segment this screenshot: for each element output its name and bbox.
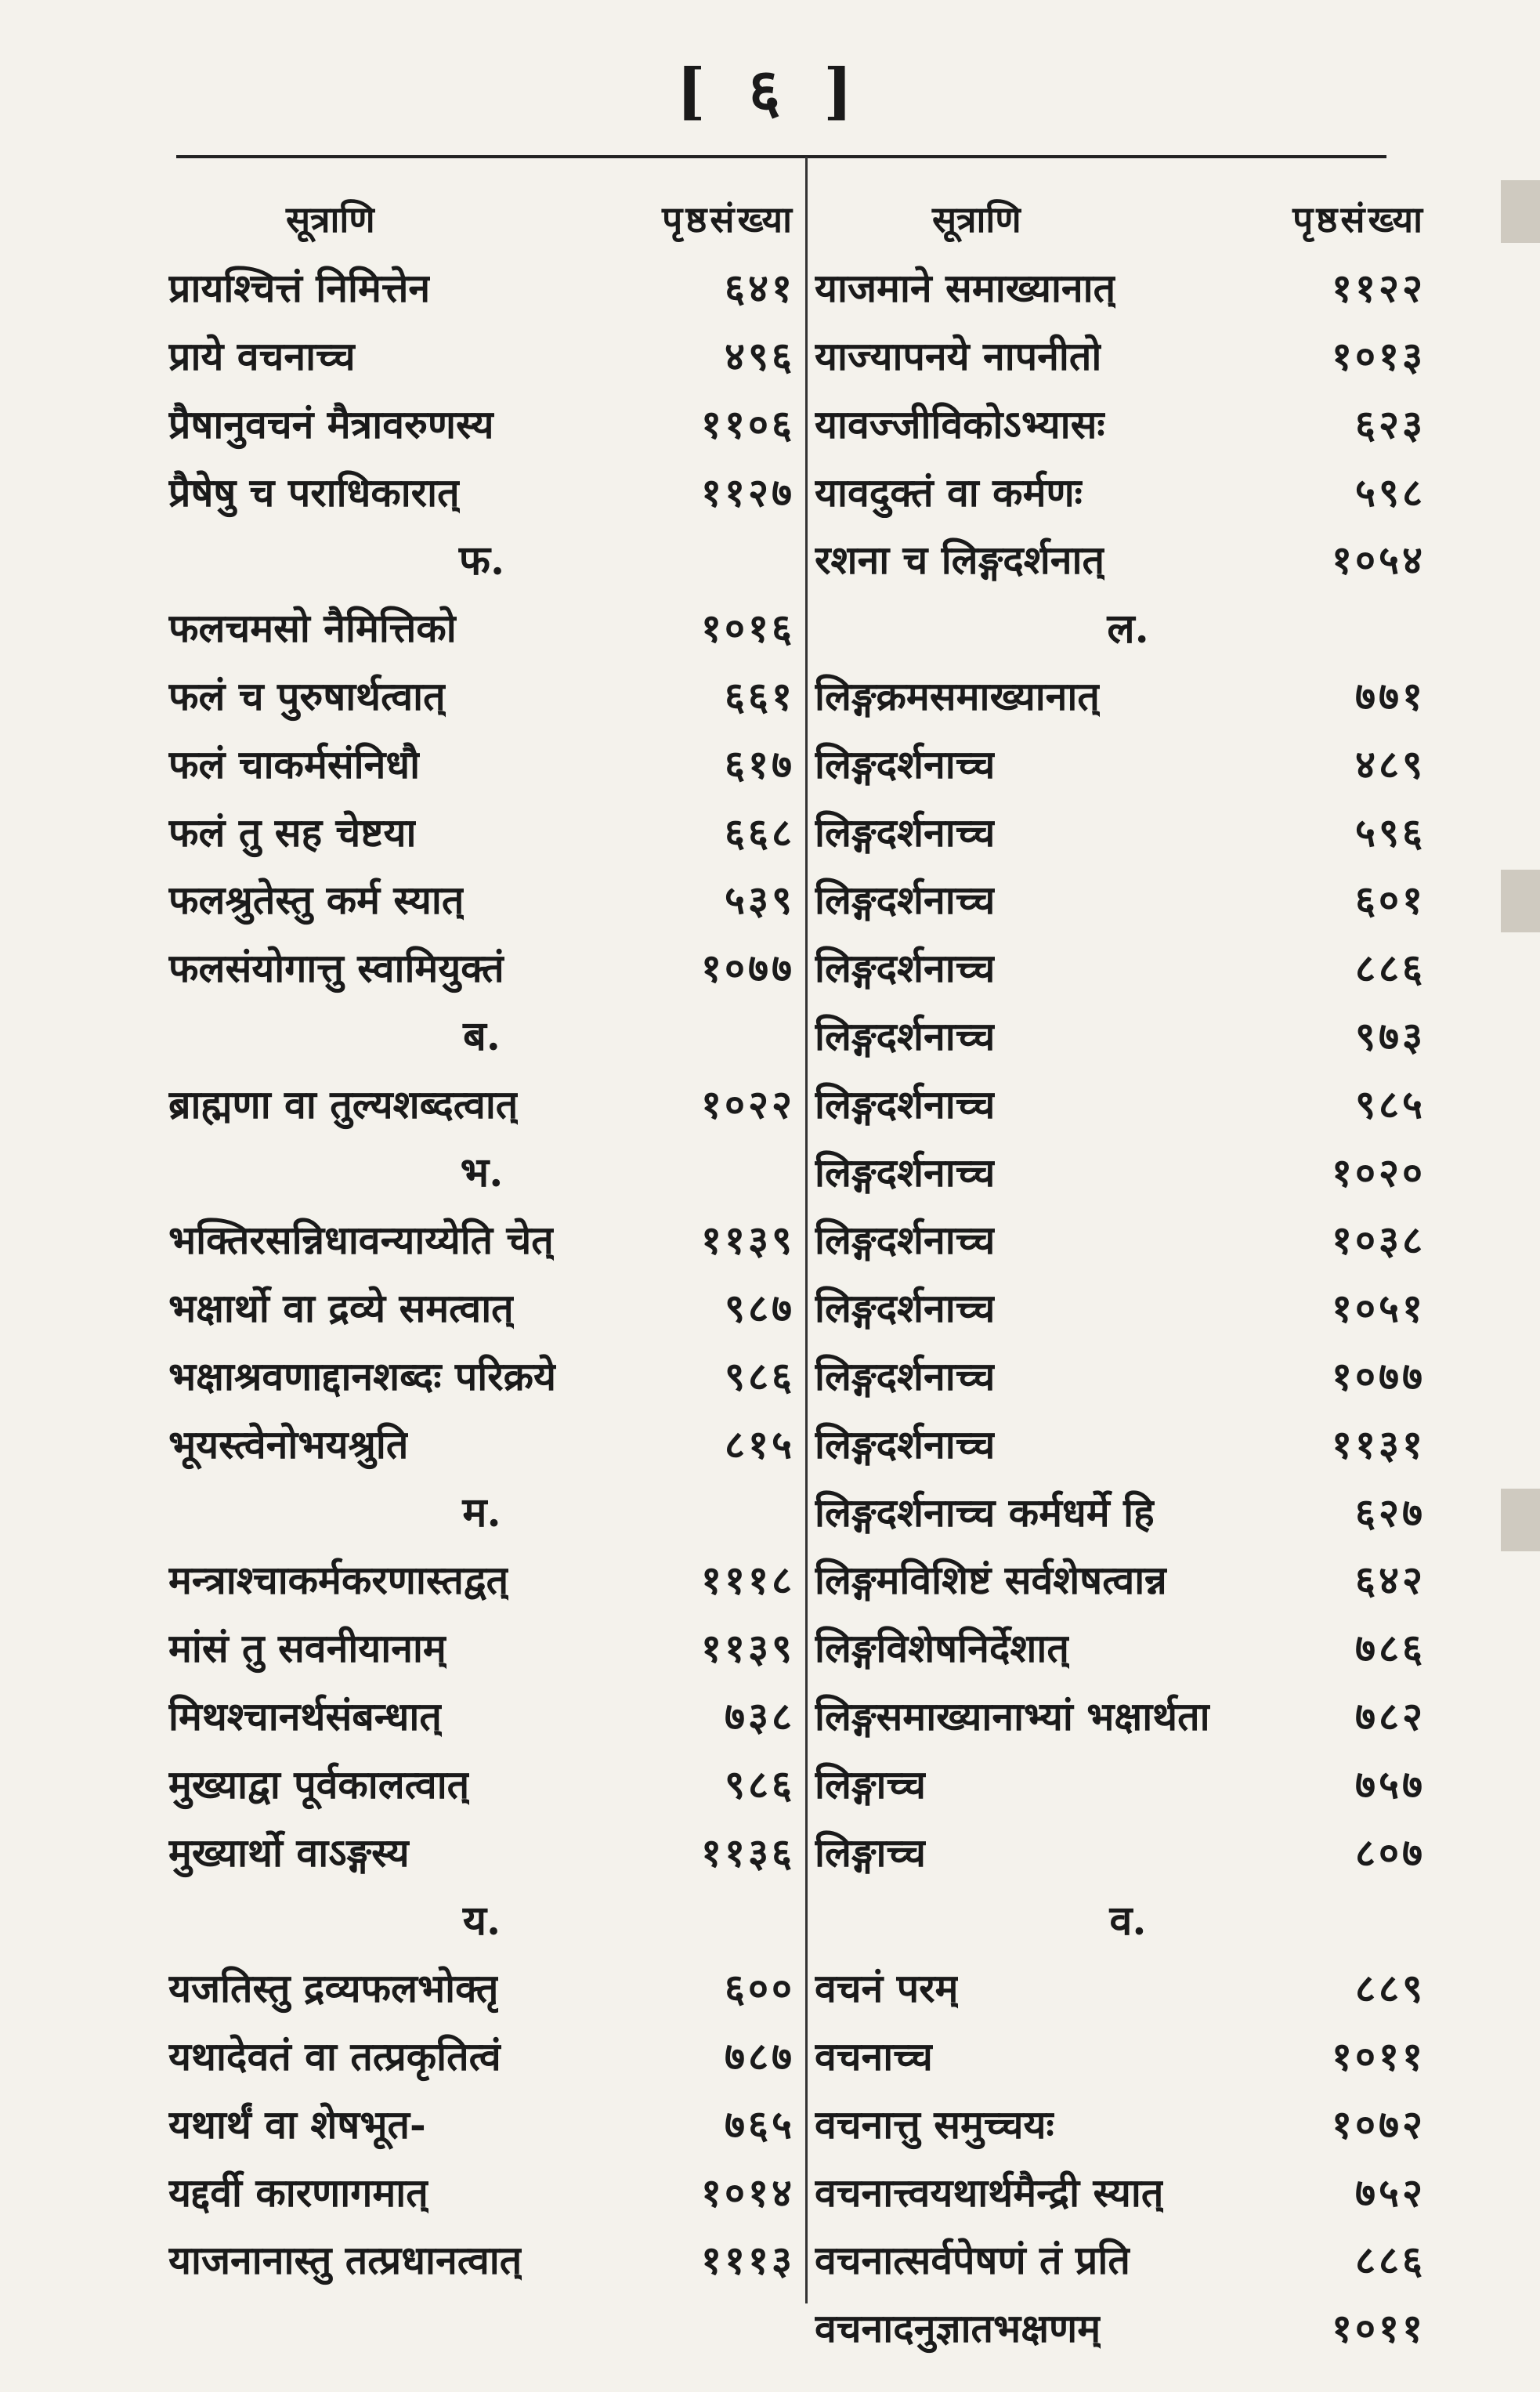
index-entry <box>168 1681 795 1750</box>
page-ref: ११०६ <box>701 400 795 447</box>
page-ref: ७५७ <box>1355 1761 1426 1808</box>
page-ref: ९८६ <box>725 1761 795 1808</box>
page-ref: ६४२ <box>1355 1557 1426 1604</box>
index-entry <box>815 661 1441 729</box>
index-entry <box>168 933 795 1001</box>
page-ref: ७६५ <box>725 2101 795 2148</box>
section-letter: व. <box>1109 1896 1147 1945</box>
sutra-text: ब्राह्मणा वा तुल्यशब्दत्वात् <box>168 1080 519 1127</box>
sutra-text: मुख्याद्वा पूर्वकालत्वात् <box>168 1761 470 1808</box>
index-entry <box>815 1137 1441 1205</box>
sutra-text: यद्दर्वी कारणागमात् <box>168 2169 428 2216</box>
page-ref: १०७७ <box>701 945 795 992</box>
page-ref: ८०७ <box>1355 1829 1426 1876</box>
index-entry <box>815 1001 1441 1069</box>
index-entry <box>815 933 1441 1001</box>
sutra-text: लिङ्गक्रमसमाख्यानात् <box>815 672 1100 719</box>
sutra-text: प्राये वचनाच्च <box>168 332 356 379</box>
page-ref: १०७२ <box>1332 2101 1426 2148</box>
page-edge-mark <box>1501 1489 1540 1551</box>
header-sutra: सूत्राणि <box>932 198 1021 241</box>
index-entry <box>815 1817 1441 1885</box>
page-ref: ११२२ <box>1332 265 1426 312</box>
sutra-text: यजतिस्तु द्रव्यफलभोक्तृ <box>168 1965 499 2012</box>
index-entry <box>815 321 1441 389</box>
index-entry <box>815 865 1441 933</box>
left-index-list <box>168 253 795 2293</box>
sutra-text: वचनात्त्वयथार्थमैन्द्री स्यात् <box>815 2169 1164 2216</box>
section-letter: ब. <box>463 1012 501 1061</box>
page-ref: ११३९ <box>701 1217 795 1264</box>
sutra-text: लिङ्गदर्शनाच्च <box>815 1217 996 1264</box>
index-entry <box>168 253 795 321</box>
page-ref: ६४१ <box>725 265 795 312</box>
index-entry <box>168 1953 795 2021</box>
index-entry <box>168 389 795 457</box>
sutra-text: फलसंयोगात्तु स्वामियुक्तं <box>168 945 504 992</box>
index-entry <box>815 525 1441 593</box>
index-entry <box>815 389 1441 457</box>
sutra-text: प्रायश्चित्तं निमित्तेन <box>168 265 431 312</box>
sutra-text: फलं च पुरुषार्थत्वात् <box>168 672 446 719</box>
sutra-text: लिङ्गदर्शनाच्च <box>815 1080 996 1127</box>
index-entry <box>168 729 795 797</box>
page-number: [ ६ ] <box>676 56 864 127</box>
sutra-text: लिङ्गदर्शनाच्च <box>815 1352 996 1399</box>
sutra-text: लिङ्गाच्च <box>815 1761 927 1808</box>
index-entry <box>168 1205 795 1273</box>
page-ref: ६६१ <box>725 672 795 719</box>
sutra-text: वचनं परम् <box>815 1965 959 2012</box>
sutra-text: रशना च लिङ्गदर्शनात् <box>815 537 1104 584</box>
page-ref: १०१६ <box>701 605 795 652</box>
index-entry <box>168 865 795 933</box>
sutra-text: मांसं तु सवनीयानाम् <box>168 1625 446 1672</box>
section-letter: फ. <box>458 536 505 584</box>
index-entry <box>815 1069 1441 1137</box>
index-entry <box>168 1545 795 1613</box>
sutra-text: भूयस्त्वेनोभयश्रुति <box>168 1420 409 1467</box>
page-ref: ११३६ <box>701 1829 795 1876</box>
sutra-text: वचनात्सर्वपेषणं तं प्रति <box>815 2237 1130 2284</box>
sutra-text: लिङ्गविशेषनिर्देशात् <box>815 1625 1069 1672</box>
page-ref: ९७३ <box>1355 1012 1426 1059</box>
header-page: पृष्ठसंख्या <box>1292 198 1426 241</box>
sutra-text: यावज्जीविकोऽभ्यासः <box>815 400 1105 447</box>
sutra-text: फलं तु सह चेष्टया <box>168 809 417 856</box>
page-ref: ७७१ <box>1355 672 1426 719</box>
index-entry <box>168 1749 795 1817</box>
page-ref: ५९६ <box>1355 809 1426 856</box>
sutra-text: लिङ्गदर्शनाच्च <box>815 1149 996 1196</box>
right-column <box>815 185 1441 2361</box>
page-ref: १०११ <box>1332 2032 1426 2079</box>
index-entry <box>815 1953 1441 2021</box>
sutra-text: फलचमसो नैमित्तिको <box>168 605 457 652</box>
index-entry <box>815 1545 1441 1613</box>
page-ref: १०२० <box>1332 1149 1426 1196</box>
page-ref: १०५१ <box>1332 1285 1426 1332</box>
sutra-text: लिङ्गदर्शनाच्च <box>815 1285 996 1332</box>
page-ref: ८८६ <box>1355 945 1426 992</box>
sutra-text: मन्त्राश्चाकर्मकरणास्तद्वत् <box>168 1557 509 1604</box>
sutra-text: लिङ्गदर्शनाच्च <box>815 945 996 992</box>
page-ref: ६२३ <box>1355 400 1426 447</box>
index-entry <box>815 1749 1441 1817</box>
header-page: पृष्ठसंख्या <box>662 198 795 241</box>
section-letter: म. <box>462 1489 501 1537</box>
page-ref: १०५४ <box>1332 537 1426 584</box>
left-column <box>168 185 795 2293</box>
sutra-text: लिङ्गदर्शनाच्च <box>815 809 996 856</box>
page-ref: १०११ <box>1332 2305 1426 2352</box>
index-entry <box>815 2021 1441 2090</box>
sutra-text: याजनानास्तु तत्प्रधानत्वात् <box>168 2237 522 2284</box>
index-entry <box>168 2225 795 2293</box>
page-ref: ५३९ <box>725 877 795 924</box>
page-ref: ९८७ <box>725 1285 795 1332</box>
page-ref: १११८ <box>701 1557 795 1604</box>
sutra-text: यथादेवतं वा तत्प्रकृतित्वं <box>168 2032 501 2079</box>
page-ref: ५९८ <box>1355 469 1426 516</box>
page-ref: ६१७ <box>725 740 795 787</box>
sutra-text: वचनात्तु समुच्चयः <box>815 2101 1054 2148</box>
index-entry <box>168 1069 795 1137</box>
index-entry <box>815 1205 1441 1273</box>
page-ref: १०१३ <box>1332 332 1426 379</box>
page-ref: ७८२ <box>1355 1692 1426 1739</box>
page-ref: ७८७ <box>725 2032 795 2079</box>
page-ref: ६२७ <box>1355 1489 1426 1536</box>
sutra-text: मिथश्चानर्थसंबन्धात् <box>168 1692 442 1739</box>
index-entry <box>815 457 1441 525</box>
page-ref: ७५२ <box>1355 2169 1426 2216</box>
sutra-text: भक्तिरसन्निधावन्याय्येति चेत् <box>168 1217 554 1264</box>
sutra-text: लिङ्गदर्शनाच्च <box>815 1420 996 1467</box>
sutra-text: लिङ्गमविशिष्टं सर्वशेषत्वान्न <box>815 1557 1167 1604</box>
sutra-text: लिङ्गदर्शनाच्च <box>815 1012 996 1059</box>
sutra-text: याजमाने समाख्यानात् <box>815 265 1116 312</box>
index-entry <box>168 1817 795 1885</box>
page-ref: ४९६ <box>725 332 795 379</box>
index-entry <box>815 2225 1441 2293</box>
index-entry <box>815 1409 1441 1477</box>
sutra-text: लिङ्गसमाख्यानाभ्यां भक्षार्थता <box>815 1692 1210 1739</box>
page-ref: ९८५ <box>1355 1080 1426 1127</box>
top-rule <box>176 155 1386 158</box>
index-entry <box>168 321 795 389</box>
page-ref: ७८६ <box>1355 1625 1426 1672</box>
sutra-text: मुख्यार्थो वाऽङ्गस्य <box>168 1829 410 1876</box>
index-entry <box>168 1409 795 1477</box>
page-ref: ४८९ <box>1355 740 1426 787</box>
section-letter: य. <box>462 1896 501 1945</box>
sutra-text: प्रैषेषु च पराधिकारात् <box>168 469 460 516</box>
page-ref: १०७७ <box>1332 1352 1426 1399</box>
index-entry <box>815 1341 1441 1410</box>
page-ref: ९८६ <box>725 1352 795 1399</box>
page-ref: ८१५ <box>725 1420 795 1467</box>
section-letter: भ. <box>460 1149 504 1197</box>
page-ref: १११३ <box>701 2237 795 2284</box>
index-entry <box>815 729 1441 797</box>
page-ref: ७३८ <box>725 1692 795 1739</box>
index-entry <box>168 2157 795 2225</box>
index-entry <box>815 2293 1441 2361</box>
index-entry <box>168 1273 795 1341</box>
index-entry <box>815 1273 1441 1341</box>
index-entry <box>168 797 795 865</box>
index-entry <box>815 1477 1441 1545</box>
sutra-text: भक्षाश्रवणाद्दानशब्दः परिक्रये <box>168 1352 557 1399</box>
index-entry <box>815 253 1441 321</box>
index-entry <box>168 457 795 525</box>
index-entry <box>168 2089 795 2157</box>
section-letter: ल. <box>1107 604 1149 653</box>
page-ref: १०३८ <box>1332 1217 1426 1264</box>
page-edge-mark <box>1501 870 1540 932</box>
index-entry <box>168 661 795 729</box>
page-ref: ८८६ <box>1355 2237 1426 2284</box>
index-entry <box>168 593 795 661</box>
column-header <box>168 185 795 253</box>
sutra-text: फलं चाकर्मसंनिधौ <box>168 740 421 787</box>
index-entry <box>168 1613 795 1681</box>
page-ref: ८८९ <box>1355 1965 1426 2012</box>
sutra-text: लिङ्गदर्शनाच्च कर्मधर्मे हि <box>815 1489 1155 1536</box>
index-entry <box>815 1613 1441 1681</box>
sutra-text: वचनाच्च <box>815 2032 933 2079</box>
page-ref: ६०० <box>725 1965 795 2012</box>
page-ref: ६०१ <box>1355 877 1426 924</box>
sutra-text: लिङ्गाच्च <box>815 1829 927 1876</box>
sutra-text: लिङ्गदर्शनाच्च <box>815 877 996 924</box>
index-entry <box>815 2089 1441 2157</box>
column-header <box>815 185 1441 253</box>
index-entry <box>168 1341 795 1410</box>
header-sutra: सूत्राणि <box>286 198 375 241</box>
sutra-text: भक्षार्थो वा द्रव्ये समत्वात् <box>168 1285 514 1332</box>
page-edge-mark <box>1501 180 1540 243</box>
page-ref: ११३९ <box>701 1625 795 1672</box>
page-ref: ११२७ <box>701 469 795 516</box>
index-entry <box>815 797 1441 865</box>
sutra-text: याज्यापनये नापनीतो <box>815 332 1102 379</box>
index-entry <box>815 1681 1441 1750</box>
sutra-text: लिङ्गदर्शनाच्च <box>815 740 996 787</box>
sutra-text: यथार्थं वा शेषभूत- <box>168 2101 426 2148</box>
page-ref: ६६८ <box>725 809 795 856</box>
index-entry <box>815 2157 1441 2225</box>
index-entry <box>168 2021 795 2090</box>
page-ref: १०२२ <box>701 1080 795 1127</box>
sutra-text: प्रैषानुवचनं मैत्रावरुणस्य <box>168 400 494 447</box>
sutra-text: फलश्रुतेस्तु कर्म स्यात् <box>168 877 465 924</box>
sutra-text: यावदुक्तं वा कर्मणः <box>815 469 1083 516</box>
sutra-text: वचनादनुज्ञातभक्षणम् <box>815 2305 1101 2352</box>
page-ref: १०१४ <box>701 2169 795 2216</box>
column-divider <box>805 157 808 2303</box>
right-index-list <box>815 253 1441 2361</box>
page-ref: ११३१ <box>1332 1420 1426 1467</box>
